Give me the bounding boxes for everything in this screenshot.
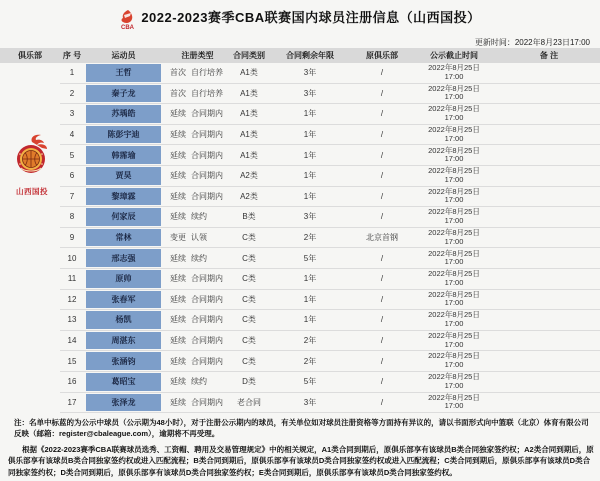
- deadline-time: 17:00: [444, 71, 464, 81]
- remark: [498, 310, 600, 331]
- row-number: 10: [60, 248, 84, 269]
- contract-category: A1类: [232, 84, 266, 105]
- contract-years-remaining: 5年: [266, 248, 354, 269]
- former-club: /: [354, 372, 410, 393]
- registration-type: [163, 125, 232, 146]
- deadline-time: 17:00: [444, 360, 464, 370]
- player-name-cell: [84, 351, 163, 372]
- table-row: [0, 228, 600, 249]
- registration-type: [163, 84, 232, 105]
- player-name-cell: [84, 84, 163, 105]
- row-number: 11: [60, 269, 84, 290]
- remark: [498, 84, 600, 105]
- table-row: [0, 372, 600, 393]
- registration-type-main: 延续: [170, 336, 186, 346]
- club-cell: [0, 63, 60, 84]
- publicity-deadline: [410, 63, 498, 84]
- registration-type-main: 延续: [170, 356, 186, 366]
- row-number: 6: [60, 166, 84, 187]
- registration-type: [163, 393, 232, 414]
- player-name: 邢志强: [86, 249, 161, 267]
- column-header-remark: 备 注: [539, 51, 559, 60]
- former-club: /: [354, 145, 410, 166]
- former-club: /: [354, 248, 410, 269]
- player-name: 苏瑀皓: [86, 105, 161, 123]
- contract-years-remaining: 1年: [266, 125, 354, 146]
- publicity-deadline: [410, 207, 498, 228]
- registration-type-sub: 认领: [191, 233, 207, 243]
- player-name: 秦子龙: [86, 85, 161, 103]
- remark: [498, 248, 600, 269]
- row-number: 13: [60, 310, 84, 331]
- registration-type-sub: 自行培养: [191, 88, 223, 98]
- player-name: 韩霈瑜: [86, 146, 161, 164]
- registration-type: [163, 269, 232, 290]
- row-number: 1: [60, 63, 84, 84]
- registration-type: [163, 187, 232, 208]
- deadline-date: 2022年8月25日: [428, 186, 480, 196]
- remark: [498, 351, 600, 372]
- table-header-row: [0, 48, 600, 63]
- registration-type-sub: 合同期内: [191, 274, 223, 284]
- deadline-date: 2022年8月25日: [428, 227, 480, 237]
- contract-years-remaining: 2年: [266, 351, 354, 372]
- former-club: /: [354, 104, 410, 125]
- registration-type-sub: 续约: [191, 253, 207, 263]
- registration-type-sub: 合同期内: [191, 130, 223, 140]
- club-cell: [0, 290, 60, 311]
- table-row: [0, 145, 600, 166]
- registration-type-sub: 合同期内: [191, 315, 223, 325]
- deadline-time: 17:00: [444, 195, 464, 205]
- remark: [498, 331, 600, 352]
- former-club: /: [354, 331, 410, 352]
- deadline-date: 2022年8月25日: [428, 104, 480, 114]
- deadline-date: 2022年8月25日: [428, 145, 480, 155]
- publicity-deadline: [410, 187, 498, 208]
- table-row: [0, 310, 600, 331]
- table-row: [0, 331, 600, 352]
- former-club: /: [354, 310, 410, 331]
- cba-logo-icon: [119, 9, 136, 35]
- column-header-years: 合同剩余年限: [286, 51, 334, 60]
- contract-category: D类: [232, 372, 266, 393]
- registration-type-main: 延续: [170, 191, 186, 201]
- remark: [498, 63, 600, 84]
- registration-type-sub: 续约: [191, 212, 207, 222]
- deadline-date: 2022年8月25日: [428, 330, 480, 340]
- deadline-date: 2022年8月25日: [428, 83, 480, 93]
- registration-type-main: 延续: [170, 315, 186, 325]
- contract-category: A2类: [232, 187, 266, 208]
- remark: [498, 166, 600, 187]
- deadline-time: 17:00: [444, 318, 464, 328]
- row-number: 9: [60, 228, 84, 249]
- registration-type-main: 延续: [170, 274, 186, 284]
- registration-type-sub: 合同期内: [191, 191, 223, 201]
- publicity-deadline: [410, 351, 498, 372]
- contract-years-remaining: 3年: [266, 207, 354, 228]
- player-name-cell: [84, 248, 163, 269]
- table-row: [0, 269, 600, 290]
- deadline-time: 17:00: [444, 174, 464, 184]
- table-body: [0, 63, 600, 413]
- contract-years-remaining: 1年: [266, 145, 354, 166]
- deadline-date: 2022年8月25日: [428, 289, 480, 299]
- remark: [498, 372, 600, 393]
- deadline-time: 17:00: [444, 401, 464, 411]
- row-number: 3: [60, 104, 84, 125]
- row-number: 16: [60, 372, 84, 393]
- publicity-deadline: [410, 84, 498, 105]
- player-name-cell: [84, 372, 163, 393]
- deadline-date: 2022年8月25日: [428, 269, 480, 279]
- registration-type: [163, 228, 232, 249]
- club-cell: [0, 269, 60, 290]
- page-title: 2022-2023赛季CBA联赛国内球员注册信息（山西国投）: [141, 10, 481, 25]
- publicity-deadline: [410, 125, 498, 146]
- player-name: 何家辰: [86, 208, 161, 226]
- contract-category: A1类: [232, 104, 266, 125]
- table-row: [0, 393, 600, 414]
- contract-category: A1类: [232, 145, 266, 166]
- former-club: /: [354, 351, 410, 372]
- contract-category: C类: [232, 331, 266, 352]
- club-cell: [0, 372, 60, 393]
- row-number: 14: [60, 331, 84, 352]
- table-row: [0, 104, 600, 125]
- registration-table: [0, 48, 600, 413]
- registration-type-main: 首次: [170, 88, 186, 98]
- former-club: /: [354, 290, 410, 311]
- contract-years-remaining: 2年: [266, 331, 354, 352]
- deadline-time: 17:00: [444, 257, 464, 267]
- contract-years-remaining: 1年: [266, 166, 354, 187]
- deadline-date: 2022年8月25日: [428, 372, 480, 382]
- publicity-deadline: [410, 248, 498, 269]
- registration-type-sub: 合同期内: [191, 356, 223, 366]
- remark: [498, 145, 600, 166]
- player-name-cell: [84, 228, 163, 249]
- registration-type-main: 延续: [170, 253, 186, 263]
- player-name-cell: [84, 310, 163, 331]
- player-name: 贾昊: [86, 167, 161, 185]
- registration-type: [163, 248, 232, 269]
- player-name: 王哲: [86, 64, 161, 82]
- contract-years-remaining: 1年: [266, 187, 354, 208]
- deadline-time: 17:00: [444, 277, 464, 287]
- registration-type-sub: 合同期内: [191, 171, 223, 181]
- remark: [498, 125, 600, 146]
- registration-type: [163, 166, 232, 187]
- registration-type-main: 延续: [170, 397, 186, 407]
- remark: [498, 269, 600, 290]
- player-name-cell: [84, 269, 163, 290]
- page-header: [0, 0, 600, 32]
- deadline-time: 17:00: [444, 236, 464, 246]
- registration-type-main: 延续: [170, 212, 186, 222]
- contract-years-remaining: 1年: [266, 290, 354, 311]
- contract-years-remaining: 1年: [266, 269, 354, 290]
- column-header-regtype: 注册类型: [181, 51, 214, 60]
- registration-type: [163, 63, 232, 84]
- former-club: /: [354, 269, 410, 290]
- contract-years-remaining: 2年: [266, 228, 354, 249]
- table-row: [0, 290, 600, 311]
- registration-type-main: 延续: [170, 171, 186, 181]
- registration-type-main: 变更: [170, 233, 186, 243]
- player-name: 张春军: [86, 291, 161, 309]
- contract-years-remaining: 3年: [266, 393, 354, 414]
- player-name: 常林: [86, 229, 161, 247]
- row-number: 8: [60, 207, 84, 228]
- svg-text:CBA: CBA: [121, 25, 135, 30]
- player-name-cell: [84, 145, 163, 166]
- club-cell: [0, 331, 60, 352]
- registration-type-main: 延续: [170, 150, 186, 160]
- column-header-no: 序 号: [62, 51, 82, 60]
- registration-type: [163, 331, 232, 352]
- club-cell: [0, 104, 60, 125]
- table-row: [0, 63, 600, 84]
- column-header-category: 合同类别: [233, 51, 265, 60]
- publicity-deadline: [410, 104, 498, 125]
- row-number: 2: [60, 84, 84, 105]
- deadline-date: 2022年8月25日: [428, 351, 480, 361]
- registration-type-sub: 合同期内: [191, 109, 223, 119]
- publicity-deadline: [410, 331, 498, 352]
- deadline-time: 17:00: [444, 133, 464, 143]
- table-row: [0, 207, 600, 228]
- club-cell: [0, 207, 60, 228]
- club-cell: [0, 248, 60, 269]
- registration-type: [163, 145, 232, 166]
- row-number: 5: [60, 145, 84, 166]
- update-time: 更新时间：2022年8月23日17:00: [474, 38, 590, 47]
- former-club: /: [354, 84, 410, 105]
- contract-category: C类: [232, 351, 266, 372]
- remark: [498, 104, 600, 125]
- deadline-time: 17:00: [444, 215, 464, 225]
- registration-type-sub: 自行培养: [191, 68, 223, 78]
- contract-category: C类: [232, 248, 266, 269]
- former-club: /: [354, 393, 410, 414]
- deadline-date: 2022年8月25日: [428, 124, 480, 134]
- publicity-deadline: [410, 290, 498, 311]
- player-name-cell: [84, 166, 163, 187]
- table-row: [0, 351, 600, 372]
- contract-category: C类: [232, 310, 266, 331]
- club-cell: [0, 228, 60, 249]
- deadline-date: 2022年8月25日: [428, 207, 480, 217]
- registration-type: [163, 351, 232, 372]
- club-cell: [0, 351, 60, 372]
- former-club: /: [354, 187, 410, 208]
- registration-type-main: 延续: [170, 377, 186, 387]
- registration-type-sub: 合同期内: [191, 397, 223, 407]
- column-header-club: 俱乐部: [18, 51, 42, 60]
- registration-type: [163, 207, 232, 228]
- deadline-time: 17:00: [444, 380, 464, 390]
- row-number: 7: [60, 187, 84, 208]
- column-header-former-club: 原俱乐部: [366, 51, 398, 60]
- row-number: 15: [60, 351, 84, 372]
- remark: [498, 393, 600, 414]
- club-cell: [0, 310, 60, 331]
- registration-type-main: 首次: [170, 68, 186, 78]
- contract-years-remaining: 3年: [266, 84, 354, 105]
- club-name: 山西国投: [16, 187, 48, 196]
- publicity-deadline: [410, 269, 498, 290]
- contract-category: C类: [232, 269, 266, 290]
- deadline-time: 17:00: [444, 92, 464, 102]
- deadline-time: 17:00: [444, 112, 464, 122]
- registration-type: [163, 372, 232, 393]
- remark: [498, 228, 600, 249]
- row-number: 12: [60, 290, 84, 311]
- player-name-cell: [84, 104, 163, 125]
- registration-type-sub: 续约: [191, 377, 207, 387]
- publicity-note: 注：名单中标蓝的为公示中球员（公示期为48小时），对于注册公示期内的球员，有关单位如对球员注册资格等方面持有异议的，请以书面形式向中篮联（北京）体育有限公司反映（邮箱：register@cbaleague.com），逾期将不再受理。: [14, 418, 589, 439]
- player-name-cell: [84, 290, 163, 311]
- remark: [498, 290, 600, 311]
- deadline-date: 2022年8月25日: [428, 392, 480, 402]
- deadline-date: 2022年8月25日: [428, 166, 480, 176]
- player-name: 张涵钧: [86, 352, 161, 370]
- column-header-player: 运动员: [111, 51, 136, 60]
- table-row: [0, 166, 600, 187]
- registration-type: [163, 104, 232, 125]
- player-name-cell: [84, 331, 163, 352]
- deadline-date: 2022年8月25日: [428, 63, 480, 73]
- contract-years-remaining: 1年: [266, 104, 354, 125]
- former-club: /: [354, 166, 410, 187]
- player-name-cell: [84, 63, 163, 84]
- player-name: 葛昭宝: [86, 373, 161, 391]
- contract-years-remaining: 3年: [266, 63, 354, 84]
- deadline-time: 17:00: [444, 154, 464, 164]
- publicity-deadline: [410, 166, 498, 187]
- player-name-cell: [84, 187, 163, 208]
- remark: [498, 207, 600, 228]
- player-name: 原帅: [86, 270, 161, 288]
- player-name: 周湛东: [86, 332, 161, 350]
- deadline-time: 17:00: [444, 339, 464, 349]
- contract-category: C类: [232, 228, 266, 249]
- player-name-cell: [84, 125, 163, 146]
- club-logo-block: [10, 132, 54, 197]
- shanxi-loongs-logo-icon: [12, 167, 52, 184]
- registration-type-main: 延续: [170, 109, 186, 119]
- registration-type: [163, 290, 232, 311]
- former-club: /: [354, 63, 410, 84]
- registration-type-sub: 合同期内: [191, 336, 223, 346]
- registration-type-main: 延续: [170, 130, 186, 140]
- contract-category: A1类: [232, 125, 266, 146]
- table-row: [0, 125, 600, 146]
- club-cell: [0, 84, 60, 105]
- publicity-deadline: [410, 228, 498, 249]
- publicity-deadline: [410, 372, 498, 393]
- regulation-note: 根据《2022-2023赛季CBA联赛球员选秀、工资帽、聘用及交易管理规定》中的相关规定，A1类合同到期后，原俱乐部享有该球员B类合同独家签约权；A2类合同到期后，原俱乐部享有该球员B类合同独家签约权或进入匹配流程；B类合同到期后，原俱乐部享有该球员D类合同独家签约权或进入匹配流程；C类合同到期后，原俱乐部享有该球员D类合同独家签约权；D类合同到期后，原俱乐部享有该球员D类合同独家签约权；E类合同到期后，原俱乐部享有该球员D类合同独家签约权。: [8, 445, 594, 477]
- registration-type-main: 延续: [170, 294, 186, 304]
- contract-category: C类: [232, 290, 266, 311]
- publicity-deadline: [410, 145, 498, 166]
- contract-category: 老合同: [232, 393, 266, 414]
- former-club: 北京首钢: [354, 228, 410, 249]
- row-number: 17: [60, 393, 84, 414]
- player-name-cell: [84, 207, 163, 228]
- former-club: /: [354, 207, 410, 228]
- table-row: [0, 84, 600, 105]
- club-cell: [0, 393, 60, 414]
- row-number: 4: [60, 125, 84, 146]
- player-name: 陈彭宇迪: [86, 126, 161, 144]
- table-row: [0, 187, 600, 208]
- contract-category: A2类: [232, 166, 266, 187]
- contract-years-remaining: 5年: [266, 372, 354, 393]
- publicity-deadline: [410, 393, 498, 414]
- contract-category: A1类: [232, 63, 266, 84]
- player-name: 杨凯: [86, 311, 161, 329]
- remark: [498, 187, 600, 208]
- player-name: 张泽龙: [86, 394, 161, 412]
- player-name-cell: [84, 393, 163, 414]
- registration-type-sub: 合同期内: [191, 150, 223, 160]
- deadline-date: 2022年8月25日: [428, 248, 480, 258]
- contract-years-remaining: 1年: [266, 310, 354, 331]
- registration-type: [163, 310, 232, 331]
- deadline-time: 17:00: [444, 298, 464, 308]
- contract-category: B类: [232, 207, 266, 228]
- table-row: [0, 248, 600, 269]
- former-club: /: [354, 125, 410, 146]
- registration-type-sub: 合同期内: [191, 294, 223, 304]
- publicity-deadline: [410, 310, 498, 331]
- column-header-deadline: 公示截止时间: [430, 51, 478, 60]
- player-name: 黎璋霖: [86, 188, 161, 206]
- deadline-date: 2022年8月25日: [428, 310, 480, 320]
